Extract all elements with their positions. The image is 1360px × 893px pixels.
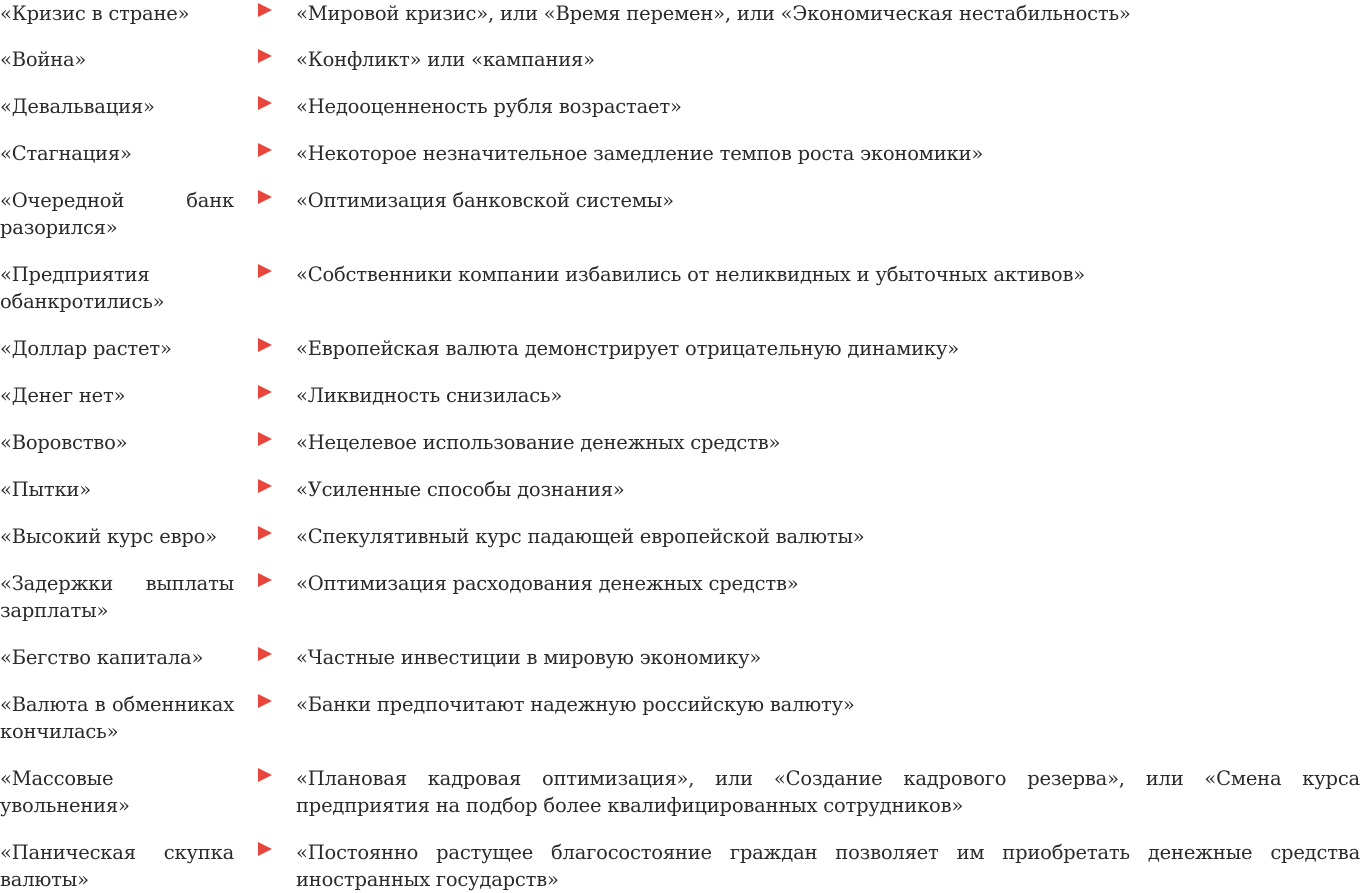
arrow-cell <box>234 765 296 782</box>
euphemism-phrase: «Плановая кадровая оптимизация», или «Создание кадрового резерва», или «Смена курса предприятия на подбор более квалифицированных сотрудников» <box>296 767 1360 817</box>
arrow-cell <box>234 46 296 63</box>
table-row <box>0 0 1360 27</box>
arrow-cell <box>234 187 296 204</box>
arrow-cell <box>234 691 296 708</box>
plain-phrase: «Кризис в стране» <box>0 2 190 25</box>
triangle-right-icon <box>258 479 272 493</box>
euphemism-phrase: «Конфликт» или «кампания» <box>296 48 595 71</box>
euphemism-phrase: «Оптимизация банковской системы» <box>296 189 674 212</box>
triangle-right-icon <box>258 190 272 204</box>
arrow-cell <box>234 140 296 157</box>
euphemism-phrase: «Усиленные способы дознания» <box>296 478 625 501</box>
plain-phrase: «Предприятия обанкротились» <box>0 263 165 313</box>
arrow-cell <box>234 429 296 446</box>
triangle-right-icon <box>258 143 272 157</box>
arrow-cell <box>234 570 296 587</box>
euphemism-phrase: «Нецелевое использование денежных средств» <box>296 431 781 454</box>
arrow-cell <box>234 523 296 540</box>
plain-phrase: «Массовые увольнения» <box>0 767 130 817</box>
euphemism-phrase: «Частные инвестиции в мировую экономику» <box>296 646 762 669</box>
table-row <box>0 429 1360 456</box>
arrow-cell <box>234 382 296 399</box>
plain-phrase: «Денег нет» <box>0 384 126 407</box>
plain-phrase: «Бегство капитала» <box>0 646 204 669</box>
plain-phrase: «Война» <box>0 48 87 71</box>
table-row <box>0 93 1360 120</box>
euphemism-phrase: «Постоянно растущее благосостояние граждан позволяет им приобретать денежные средства иностранных государств» <box>296 841 1360 891</box>
euphemism-phrase: «Оптимизация расходования денежных средств» <box>296 572 799 595</box>
plain-phrase: «Доллар растет» <box>0 337 172 360</box>
triangle-right-icon <box>258 768 272 782</box>
plain-phrase: «Воровство» <box>0 431 128 454</box>
table-row <box>0 335 1360 362</box>
table-row <box>0 523 1360 550</box>
table-row <box>0 187 1360 241</box>
euphemism-phrase: «Собственники компании избавились от неликвидных и убыточных активов» <box>296 263 1085 286</box>
arrow-cell <box>234 644 296 661</box>
arrow-cell <box>234 476 296 493</box>
triangle-right-icon <box>258 49 272 63</box>
plain-phrase: «Очередной банк разорился» <box>0 189 234 239</box>
plain-phrase: «Паническая скупка валюты» <box>0 841 234 891</box>
table-row <box>0 476 1360 503</box>
triangle-right-icon <box>258 264 272 278</box>
triangle-right-icon <box>258 338 272 352</box>
euphemism-phrase: «Спекулятивный курс падающей европейской валюты» <box>296 525 865 548</box>
plain-phrase: «Стагнация» <box>0 142 132 165</box>
triangle-right-icon <box>258 526 272 540</box>
arrow-cell <box>234 839 296 856</box>
plain-phrase: «Валюта в обменниках кончилась» <box>0 693 234 743</box>
table-row <box>0 765 1360 819</box>
euphemism-phrase: «Некоторое незначительное замедление темпов роста экономики» <box>296 142 984 165</box>
euphemism-phrase: «Банки предпочитают надежную российскую валюту» <box>296 693 855 716</box>
triangle-right-icon <box>258 3 272 17</box>
table-row <box>0 261 1360 315</box>
table-row <box>0 46 1360 73</box>
arrow-cell <box>234 335 296 352</box>
plain-phrase: «Высокий курс евро» <box>0 525 217 548</box>
triangle-right-icon <box>258 96 272 110</box>
table-row <box>0 140 1360 167</box>
table-row <box>0 691 1360 745</box>
table-row <box>0 644 1360 671</box>
euphemism-phrase: «Ликвидность снизилась» <box>296 384 563 407</box>
euphemism-phrase: «Мировой кризис», или «Время перемен», или «Экономическая нестабильность» <box>296 2 1131 25</box>
plain-phrase: «Девальвация» <box>0 95 155 118</box>
plain-phrase: «Пытки» <box>0 478 91 501</box>
triangle-right-icon <box>258 385 272 399</box>
triangle-right-icon <box>258 647 272 661</box>
arrow-cell <box>234 261 296 278</box>
arrow-cell <box>234 93 296 110</box>
triangle-right-icon <box>258 842 272 856</box>
arrow-cell <box>234 0 296 17</box>
table-row <box>0 382 1360 409</box>
table-row <box>0 839 1360 893</box>
triangle-right-icon <box>258 694 272 708</box>
table-row <box>0 570 1360 624</box>
euphemism-phrase: «Недооценненость рубля возрастает» <box>296 95 682 118</box>
triangle-right-icon <box>258 432 272 446</box>
triangle-right-icon <box>258 573 272 587</box>
plain-phrase: «Задержки выплаты зарплаты» <box>0 572 234 622</box>
euphemism-phrase: «Европейская валюта демонстрирует отрицательную динамику» <box>296 337 959 360</box>
